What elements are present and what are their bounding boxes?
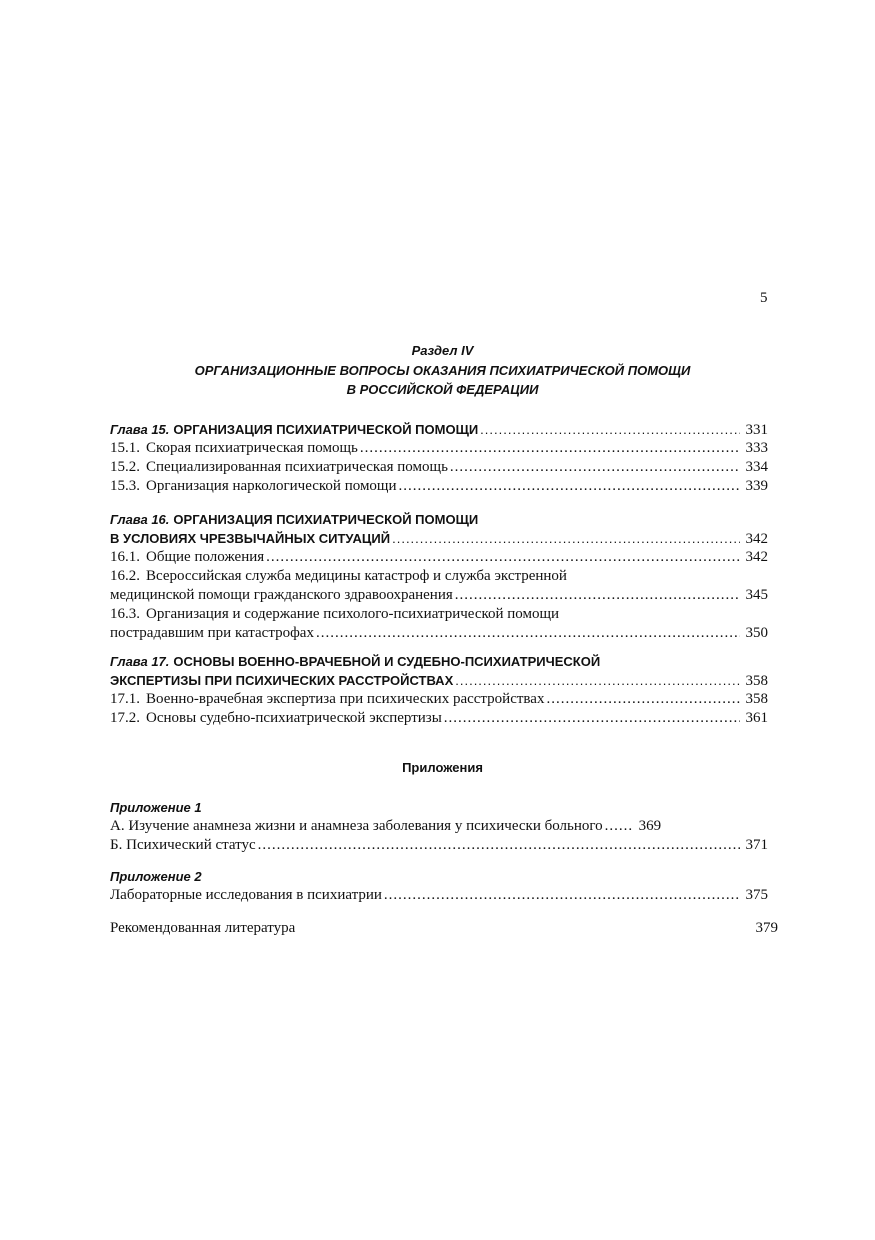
leader-dots (258, 836, 740, 855)
item-title: А. Изучение анамнеза жизни и анамнеза заболевания у психически больного (110, 818, 603, 834)
leader-dots (444, 709, 740, 728)
chapter-title-line1: ОСНОВЫ ВОЕННО-ВРАЧЕБНОЙ И СУДЕБНО-ПСИХИАТРИЧЕСКОЙ (173, 654, 601, 669)
item-title: Специализированная психиатрическая помощь (146, 459, 448, 475)
appendix-label: Приложение 2 (110, 869, 202, 884)
item-title-line1: Организация и содержание психолого-психиатрической помощи (146, 606, 560, 622)
leader-dots (360, 439, 740, 458)
section-title-line2: В РОССИЙСКОЙ ФЕДЕРАЦИИ (346, 382, 539, 397)
literature-page: 379 (755, 920, 778, 936)
literature-title: Рекомендованная литература (110, 920, 296, 936)
toc-entry-17-2[interactable] (110, 709, 768, 728)
leader-dots (455, 671, 739, 690)
toc-entry-17-1[interactable] (110, 690, 768, 709)
toc-entry-15-1[interactable] (110, 439, 768, 458)
page-ref: 333 (745, 440, 768, 456)
toc-entry-15-2[interactable] (110, 458, 768, 477)
chapter-title-line1: ОРГАНИЗАЦИЯ ПСИХИАТРИЧЕСКОЙ ПОМОЩИ (173, 512, 479, 527)
toc-entry-chapter-16-line2[interactable] (110, 529, 768, 548)
item-title: Основы судебно-психиатрической экспертизы (146, 710, 442, 726)
toc-entry-appendix-2[interactable] (110, 886, 768, 905)
page-ref: 371 (745, 837, 768, 853)
section-title-line1: ОРГАНИЗАЦИОННЫЕ ВОПРОСЫ ОКАЗАНИЯ ПСИХИАТРИЧЕСКОЙ ПОМОЩИ (194, 363, 691, 378)
page-number: 5 (760, 290, 768, 306)
page-ref: 375 (745, 887, 768, 903)
toc-entry-literature[interactable] (110, 920, 778, 937)
chapter-15 (110, 420, 768, 496)
page-ref: 331 (745, 422, 768, 438)
item-title: Лабораторные исследования в психиатрии (110, 887, 382, 903)
leader-dots (316, 624, 740, 643)
page-ref: 350 (745, 625, 768, 641)
chapter-lead: Глава 17. (110, 654, 170, 669)
chapter-17 (110, 652, 768, 728)
leader-dots (392, 529, 739, 548)
item-number: 16.2. (110, 568, 140, 584)
toc-entry-16-3-line2[interactable] (110, 624, 768, 643)
page-ref: 342 (745, 549, 768, 565)
page-ref: 342 (745, 531, 768, 547)
chapter-title-line2: ЭКСПЕРТИЗЫ ПРИ ПСИХИЧЕСКИХ РАССТРОЙСТВАХ (110, 673, 454, 688)
item-title: Общие положения (146, 549, 265, 565)
toc-entry-16-2-line2[interactable] (110, 586, 768, 605)
chapter-lead: Глава 15. (110, 422, 170, 437)
leader-dots (546, 690, 739, 709)
toc-entry-chapter-17-line1[interactable] (110, 652, 768, 671)
chapter-title-line2: В УСЛОВИЯХ ЧРЕЗВЫЧАЙНЫХ СИТУАЦИЙ (110, 531, 391, 546)
appendix-label: Приложение 1 (110, 800, 202, 815)
page-ref: 358 (745, 673, 768, 689)
item-number: 15.3. (110, 478, 140, 494)
toc-entry-16-1[interactable] (110, 548, 768, 567)
item-number: 16.1. (110, 549, 140, 565)
item-title: Б. Психический статус (110, 837, 256, 853)
appendix-2 (110, 867, 768, 905)
leader-dots (384, 886, 740, 905)
chapter-title: ОРГАНИЗАЦИЯ ПСИХИАТРИЧЕСКОЙ ПОМОЩИ (173, 422, 479, 437)
item-number: 17.2. (110, 710, 140, 726)
page-ref: 334 (745, 459, 768, 475)
item-number: 15.1. (110, 440, 140, 456)
appendices-heading: Приложения (402, 760, 483, 775)
item-title-line1: Всероссийская служба медицины катастроф и служба экстренной (146, 568, 567, 584)
toc-entry-appendix-1a[interactable] (110, 817, 768, 836)
section-label: Раздел IV (411, 343, 474, 358)
item-title-line2: пострадавшим при катастрофах (110, 625, 314, 641)
leader-dots (480, 420, 739, 439)
appendix-1 (110, 798, 768, 855)
chapter-16 (110, 510, 768, 643)
leader-dots (266, 548, 739, 567)
toc-entry-chapter-15[interactable] (110, 420, 768, 439)
toc-entry-16-3-line1[interactable] (110, 605, 768, 624)
leader-dots (450, 458, 740, 477)
page-ref: 358 (745, 691, 768, 707)
item-title-line2: медицинской помощи гражданского здравоохранения (110, 587, 453, 603)
item-title: Военно-врачебная экспертиза при психических расстройствах (146, 691, 545, 707)
leader-dots (605, 817, 633, 836)
item-title: Организация наркологической помощи (146, 478, 397, 494)
leader-dots (399, 477, 740, 496)
leader-dots (455, 586, 740, 605)
item-title: Скорая психиатрическая помощь (146, 440, 358, 456)
page-ref: 339 (745, 478, 768, 494)
item-number: 16.3. (110, 606, 140, 622)
page-ref: 345 (745, 587, 768, 603)
page-ref: 369 (638, 818, 662, 834)
toc-entry-15-3[interactable] (110, 477, 768, 496)
item-number: 17.1. (110, 691, 140, 707)
chapter-lead: Глава 16. (110, 512, 170, 527)
toc-entry-appendix-1b[interactable] (110, 836, 768, 855)
page-ref: 361 (745, 710, 768, 726)
toc-entry-chapter-16-line1[interactable] (110, 510, 768, 529)
item-number: 15.2. (110, 459, 140, 475)
toc-entry-chapter-17-line2[interactable] (110, 671, 768, 690)
toc-entry-16-2-line1[interactable] (110, 567, 768, 586)
